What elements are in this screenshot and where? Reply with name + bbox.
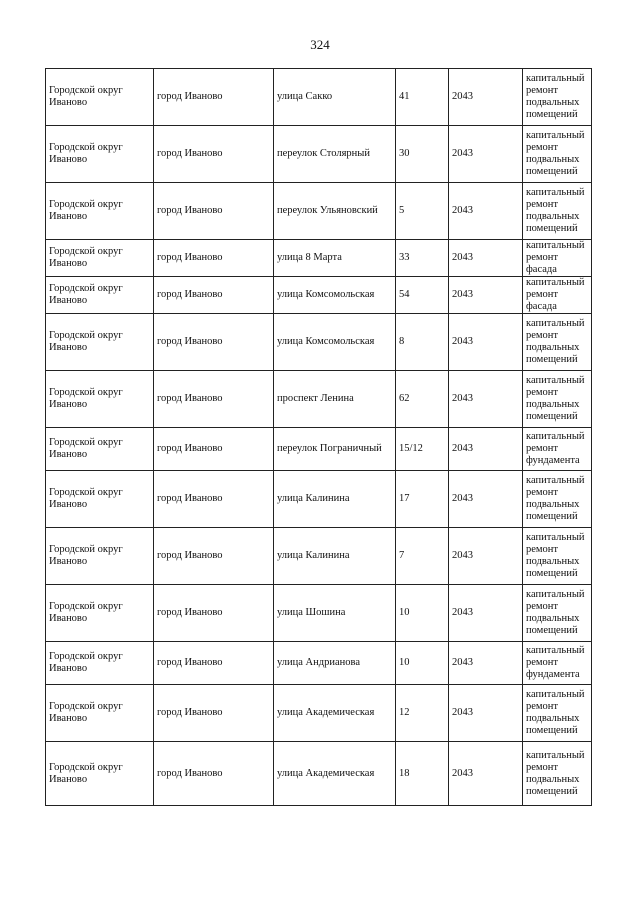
street-cell: переулок Столярный bbox=[274, 126, 396, 183]
city-cell: город Иваново bbox=[154, 240, 274, 277]
table-row bbox=[46, 371, 592, 428]
year-cell: 2043 bbox=[449, 277, 523, 314]
table-row bbox=[46, 685, 592, 742]
district-cell: Городской округ Иваново bbox=[46, 371, 154, 428]
work-cell: капитальный ремонт подвальных помещений bbox=[523, 685, 592, 742]
district-cell: Городской округ Иваново bbox=[46, 528, 154, 585]
house-cell: 12 bbox=[396, 685, 449, 742]
table-row bbox=[46, 126, 592, 183]
street-cell: улица Калинина bbox=[274, 528, 396, 585]
street-cell: улица Андрианова bbox=[274, 642, 396, 685]
district-cell: Городской округ Иваново bbox=[46, 585, 154, 642]
street-cell: улица Академическая bbox=[274, 685, 396, 742]
page-number: 324 bbox=[310, 37, 330, 52]
city-cell: город Иваново bbox=[154, 69, 274, 126]
district-cell: Городской округ Иваново bbox=[46, 240, 154, 277]
work-cell: капитальный ремонт подвальных помещений bbox=[523, 585, 592, 642]
street-cell: улица Комсомольская bbox=[274, 314, 396, 371]
city-cell: город Иваново bbox=[154, 126, 274, 183]
work-cell: капитальный ремонт подвальных помещений bbox=[523, 126, 592, 183]
work-cell: капитальный ремонт подвальных помещений bbox=[523, 742, 592, 806]
house-cell: 10 bbox=[396, 585, 449, 642]
work-cell: капитальный ремонт подвальных помещений bbox=[523, 314, 592, 371]
work-cell: капитальный ремонт фасада bbox=[523, 240, 592, 277]
table-row bbox=[46, 471, 592, 528]
district-cell: Городской округ Иваново bbox=[46, 685, 154, 742]
city-cell: город Иваново bbox=[154, 471, 274, 528]
table-row bbox=[46, 428, 592, 471]
house-cell: 5 bbox=[396, 183, 449, 240]
city-cell: город Иваново bbox=[154, 314, 274, 371]
work-cell: капитальный ремонт фундамента bbox=[523, 428, 592, 471]
street-cell: переулок Пограничный bbox=[274, 428, 396, 471]
city-cell: город Иваново bbox=[154, 428, 274, 471]
house-cell: 8 bbox=[396, 314, 449, 371]
year-cell: 2043 bbox=[449, 240, 523, 277]
house-cell: 41 bbox=[396, 69, 449, 126]
work-cell: капитальный ремонт подвальных помещений bbox=[523, 528, 592, 585]
city-cell: город Иваново bbox=[154, 742, 274, 806]
year-cell: 2043 bbox=[449, 642, 523, 685]
table-row bbox=[46, 240, 592, 277]
year-cell: 2043 bbox=[449, 685, 523, 742]
street-cell: улица Калинина bbox=[274, 471, 396, 528]
year-cell: 2043 bbox=[449, 428, 523, 471]
house-cell: 30 bbox=[396, 126, 449, 183]
city-cell: город Иваново bbox=[154, 277, 274, 314]
year-cell: 2043 bbox=[449, 69, 523, 126]
district-cell: Городской округ Иваново bbox=[46, 642, 154, 685]
table-row bbox=[46, 314, 592, 371]
district-cell: Городской округ Иваново bbox=[46, 126, 154, 183]
year-cell: 2043 bbox=[449, 371, 523, 428]
city-cell: город Иваново bbox=[154, 528, 274, 585]
year-cell: 2043 bbox=[449, 183, 523, 240]
district-cell: Городской округ Иваново bbox=[46, 742, 154, 806]
table-row bbox=[46, 742, 592, 806]
district-cell: Городской округ Иваново bbox=[46, 69, 154, 126]
house-cell: 18 bbox=[396, 742, 449, 806]
year-cell: 2043 bbox=[449, 314, 523, 371]
district-cell: Городской округ Иваново bbox=[46, 428, 154, 471]
work-cell: капитальный ремонт подвальных помещений bbox=[523, 183, 592, 240]
work-cell: капитальный ремонт фасада bbox=[523, 277, 592, 314]
house-cell: 54 bbox=[396, 277, 449, 314]
district-cell: Городской округ Иваново bbox=[46, 183, 154, 240]
table-row bbox=[46, 277, 592, 314]
house-cell: 62 bbox=[396, 371, 449, 428]
city-cell: город Иваново bbox=[154, 642, 274, 685]
district-cell: Городской округ Иваново bbox=[46, 314, 154, 371]
district-cell: Городской округ Иваново bbox=[46, 277, 154, 314]
district-cell: Городской округ Иваново bbox=[46, 471, 154, 528]
street-cell: переулок Ульяновский bbox=[274, 183, 396, 240]
registry-table bbox=[45, 68, 592, 806]
year-cell: 2043 bbox=[449, 742, 523, 806]
work-cell: капитальный ремонт фундамента bbox=[523, 642, 592, 685]
city-cell: город Иваново bbox=[154, 183, 274, 240]
work-cell: капитальный ремонт подвальных помещений bbox=[523, 471, 592, 528]
house-cell: 10 bbox=[396, 642, 449, 685]
year-cell: 2043 bbox=[449, 585, 523, 642]
street-cell: улица Шошина bbox=[274, 585, 396, 642]
street-cell: улица Сакко bbox=[274, 69, 396, 126]
table-row bbox=[46, 642, 592, 685]
house-cell: 7 bbox=[396, 528, 449, 585]
work-cell: капитальный ремонт подвальных помещений bbox=[523, 371, 592, 428]
house-cell: 15/12 bbox=[396, 428, 449, 471]
house-cell: 33 bbox=[396, 240, 449, 277]
work-cell: капитальный ремонт подвальных помещений bbox=[523, 69, 592, 126]
table-row bbox=[46, 183, 592, 240]
year-cell: 2043 bbox=[449, 471, 523, 528]
year-cell: 2043 bbox=[449, 126, 523, 183]
city-cell: город Иваново bbox=[154, 685, 274, 742]
year-cell: 2043 bbox=[449, 528, 523, 585]
house-cell: 17 bbox=[396, 471, 449, 528]
street-cell: улица Академическая bbox=[274, 742, 396, 806]
city-cell: город Иваново bbox=[154, 371, 274, 428]
city-cell: город Иваново bbox=[154, 585, 274, 642]
table-row bbox=[46, 69, 592, 126]
street-cell: проспект Ленина bbox=[274, 371, 396, 428]
street-cell: улица 8 Марта bbox=[274, 240, 396, 277]
table-row bbox=[46, 585, 592, 642]
street-cell: улица Комсомольская bbox=[274, 277, 396, 314]
table-row bbox=[46, 528, 592, 585]
